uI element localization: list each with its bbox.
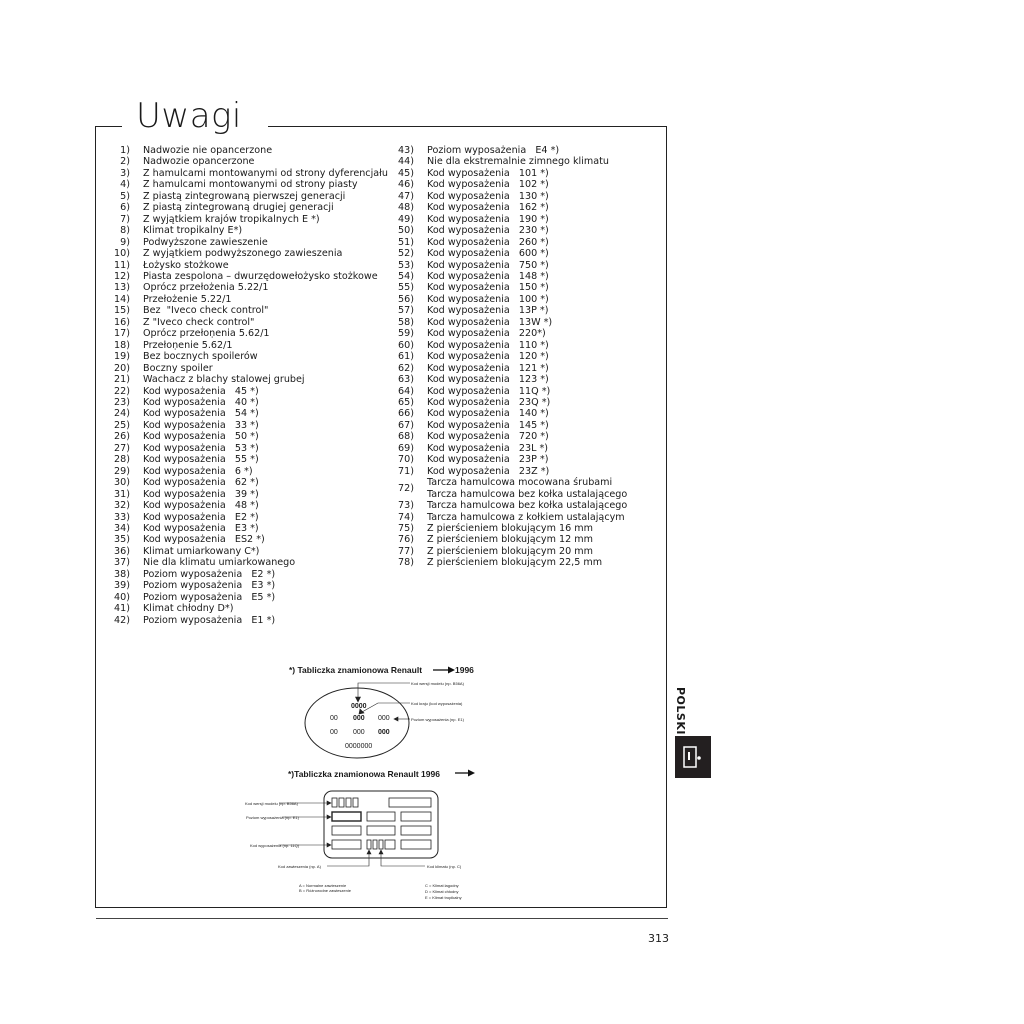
plate2-title: *)Tabliczka znamionowa Renault 1996: [288, 769, 440, 779]
note-text: Kod wyposażenia 260 *): [427, 236, 549, 248]
note-text: Tarcza hamulcowa bez kołka ustalającego: [427, 500, 628, 512]
note-text: Kod wyposażenia 121 *): [427, 362, 549, 374]
note-text: Kod wyposażenia 13P *): [427, 305, 549, 317]
plate1-title: *) Tabliczka znamionowa Renault: [289, 665, 423, 675]
note-number: 25): [114, 419, 130, 431]
note-number: 52): [398, 248, 414, 260]
note-text: Kod wyposażenia 190 *): [427, 213, 549, 225]
note-number: 78): [398, 557, 414, 569]
plate1-code-00b: 00: [330, 729, 338, 736]
note-number: 63): [398, 374, 414, 386]
plate1-label-equipment: Poziom wyposażenia (np. E1): [411, 717, 464, 722]
plate1-code-long: 0000000: [345, 743, 373, 750]
note-number: 61): [398, 351, 414, 363]
plate1-arrow-icon: [433, 667, 455, 674]
note-number: 32): [114, 500, 130, 512]
plate1-code-top: 0000: [351, 703, 367, 710]
note-number: 7): [120, 213, 130, 225]
plate2-label-model: Kod wersji modelu (np. B56A): [245, 801, 298, 806]
plate2-legend-e: E = Klimat tropikalny: [425, 895, 462, 900]
note-text: Kod wyposażenia 23L *): [427, 442, 549, 454]
note-text: Poziom wyposażenia E2 *): [143, 568, 276, 580]
note-text: Poziom wyposażenia E4 *): [427, 145, 560, 156]
note-text: Kod wyposażenia 150 *): [427, 282, 549, 294]
note-text: Kod wyposażenia 120 *): [427, 351, 549, 363]
note-text: Podwyższone zawieszenie: [143, 236, 268, 248]
note-number: 75): [398, 522, 414, 534]
note-text: Z pierścieniem blokującym 22,5 mm: [427, 557, 603, 569]
plate2-legend-c: C = Klimat łagodny: [425, 883, 459, 888]
note-number: 22): [114, 385, 130, 397]
note-number: 19): [114, 351, 130, 363]
note-number: 64): [398, 385, 414, 397]
note-number: 68): [398, 431, 414, 443]
info-manual-icon: [675, 736, 711, 778]
note-number: 49): [398, 213, 414, 225]
note-text: Kod wyposażenia 162 *): [427, 202, 549, 214]
note-text: Kod wyposażenia 750 *): [427, 259, 549, 271]
note-text: Bez "Iveco check control": [143, 305, 269, 317]
note-number: 72): [398, 482, 414, 494]
note-text: Kod wyposażenia 230 *): [427, 225, 549, 237]
note-number: 27): [114, 442, 130, 454]
language-tab: [675, 736, 711, 778]
note-number: 37): [114, 557, 130, 569]
note-number: 30): [114, 477, 130, 489]
note-text: Kod wyposażenia 54 *): [143, 408, 259, 420]
note-number: 21): [114, 374, 130, 386]
note-text: Nadwozie nie opancerzone: [143, 145, 273, 156]
note-text: Z wyjątkiem podwyższonego zawieszenia: [143, 248, 343, 260]
plate1-code-000a: 000: [353, 715, 365, 722]
note-number: 2): [120, 156, 130, 168]
plate1-code-000c: 000: [353, 729, 365, 736]
note-text: Kod wyposażenia 140 *): [427, 408, 549, 420]
note-number: 8): [120, 225, 130, 237]
note-text: Oprócz przełoṇenia 5.62/1: [143, 328, 270, 340]
note-text: Z hamulcami montowanymi od strony piasty: [143, 179, 358, 191]
note-text: Kod wyposażenia E3 *): [143, 522, 259, 534]
note-number: 56): [398, 293, 414, 305]
note-text: Kod wyposażenia 53 *): [143, 442, 259, 454]
note-text: Poziom wyposażenia E3 *): [143, 580, 276, 592]
note-text: Kod wyposażenia 102 *): [427, 179, 549, 191]
note-number: 76): [398, 534, 414, 546]
note-text: Z wyjątkiem krajów tropikalnych E *): [143, 213, 320, 225]
note-text: Łożysko stożkowe: [143, 259, 229, 271]
plate2-label-equipment-code: Kod wyposażenia (np. 11Q): [250, 843, 300, 848]
note-text: Kod wyposażenia 123 *): [427, 374, 549, 386]
note-number: 34): [114, 522, 130, 534]
plate2-fields: [332, 798, 431, 849]
note-text: Bez bocznych spoilerów: [143, 351, 258, 363]
note-number: 16): [114, 316, 130, 328]
note-text: Klimat chłodny D*): [143, 603, 234, 615]
note-text: Kod wyposażenia 23Z *): [427, 465, 550, 477]
note-number: 69): [398, 442, 414, 454]
plate2-label-suspension: Kod zawieszenia (np. A): [278, 864, 321, 869]
note-number: 54): [398, 270, 414, 282]
note-number: 39): [114, 580, 130, 592]
plate2-arrow-icon: [455, 770, 475, 777]
note-number: 47): [398, 190, 414, 202]
note-text: Kod wyposażenia 62 *): [143, 477, 259, 489]
note-text: Z piastą zintegrowaną drugiej generacji: [143, 202, 334, 214]
plate2-legend-b: B = Różnorodne zawieszenie: [299, 888, 351, 893]
note-number: 42): [114, 614, 130, 626]
note-number: 10): [114, 248, 130, 260]
note-number: 9): [120, 236, 130, 248]
note-text: Kod wyposażenia 6 *): [143, 465, 253, 477]
plate2-outline: [324, 791, 438, 858]
note-number: 41): [114, 603, 130, 615]
note-number: 74): [398, 511, 414, 523]
note-number: 55): [398, 282, 414, 294]
note-number: 24): [114, 408, 130, 420]
note-text: Z pierścieniem blokującym 20 mm: [427, 545, 593, 557]
plate1-code-00a: 00: [330, 715, 338, 722]
note-number: 38): [114, 568, 130, 580]
note-number: 60): [398, 339, 414, 351]
plate1-label-model: Kod wersji modelu (np. B56A): [411, 681, 464, 686]
note-number: 23): [114, 396, 130, 408]
note-number: 50): [398, 225, 414, 237]
note-number: 45): [398, 167, 414, 179]
note-text: Kod wyposażenia 11Q *): [427, 385, 551, 397]
note-text: Z pierścieniem blokującym 12 mm: [427, 534, 593, 546]
note-number: 3): [120, 167, 130, 179]
note-text: Przełożenie 5.22/1: [143, 293, 232, 305]
note-text: Nadwozie opancerzone: [143, 156, 255, 168]
note-text: Kod wyposażenia E2 *): [143, 511, 259, 523]
note-text: Przełoṇenie 5.62/1: [143, 339, 233, 351]
plate1-year: 1996: [455, 665, 474, 675]
note-number: 17): [114, 328, 130, 340]
note-text: Wachacz z blachy stalowej grubej: [143, 374, 305, 386]
note-number: 67): [398, 419, 414, 431]
note-text: Piasta zespolona – dwurzędowełożysko stożkowe: [143, 270, 378, 282]
plate2-leaders: [279, 801, 425, 866]
note-text: Kod wyposażenia 45 *): [143, 385, 259, 397]
note-text: Tarcza hamulcowa mocowana śrubami: [427, 477, 613, 489]
note-text: Z pierścieniem blokującym 16 mm: [427, 522, 593, 534]
note-text: Kod wyposażenia 33 *): [143, 419, 259, 431]
note-text: Kod wyposażenia 130 *): [427, 190, 549, 202]
plate1-code-000d: 000: [378, 729, 390, 736]
note-number: 13): [114, 282, 130, 294]
note-number: 73): [398, 500, 414, 512]
note-text: Kod wyposażenia ES2 *): [143, 534, 265, 546]
note-number: 26): [114, 431, 130, 443]
note-number: 58): [398, 316, 414, 328]
note-number: 40): [114, 591, 130, 603]
note-number: 59): [398, 328, 414, 340]
plate1-label-country: Kod kraju (kod wyposażenia): [411, 701, 463, 706]
note-number: 65): [398, 396, 414, 408]
plate2-label-climate: Kod klimatu (np. C): [427, 864, 462, 869]
note-text: Kod wyposażenia 100 *): [427, 293, 549, 305]
note-number: 46): [398, 179, 414, 191]
note-text: Klimat umiarkowany C*): [143, 545, 260, 557]
note-text: Nie dla ekstremalnie zimnego klimatu: [427, 156, 609, 168]
note-text: Kod wyposażenia 148 *): [427, 270, 549, 282]
note-text: Kod wyposażenia 23Q *): [427, 396, 551, 408]
language-label: POLSKI: [674, 687, 687, 735]
note-number: 15): [114, 305, 130, 317]
note-number: 29): [114, 465, 130, 477]
note-number: 53): [398, 259, 414, 271]
note-number: 44): [398, 156, 414, 168]
note-number: 14): [114, 293, 130, 305]
note-text: Kod wyposażenia 40 *): [143, 396, 259, 408]
note-number: 31): [114, 488, 130, 500]
note-text: Kod wyposażenia 720 *): [427, 431, 549, 443]
note-text: Z "Iveco check control": [143, 316, 255, 328]
note-text: Kod wyposażenia 110 *): [427, 339, 549, 351]
note-number: 18): [114, 339, 130, 351]
plate2-legend-d: D = Klimat chłodny: [425, 889, 459, 894]
note-text: Z piastą zintegrowaną pierwszej generacji: [143, 190, 346, 202]
note-text: Kod wyposażenia 600 *): [427, 248, 549, 260]
note-number: 20): [114, 362, 130, 374]
note-number: 70): [398, 454, 414, 466]
page-title: Uwagi: [132, 96, 246, 136]
note-text: Kod wyposażenia 23P *): [427, 454, 549, 466]
note-number: 62): [398, 362, 414, 374]
plate2-legend-a: A = Normalne zawieszenie: [299, 883, 347, 888]
note-text: Kod wyposażenia 13W *): [427, 316, 553, 328]
plate2-label-equipment-level: Poziom wyposażenia (np. E1): [246, 815, 299, 820]
note-text: Kod wyposażenia 55 *): [143, 454, 259, 466]
note-text: Oprócz przełożenia 5.22/1: [143, 282, 269, 294]
note-number: 36): [114, 545, 130, 557]
note-number: 77): [398, 545, 414, 557]
note-number: 6): [120, 202, 130, 214]
note-text: Kod wyposażenia 220*): [427, 328, 546, 340]
note-number: 71): [398, 465, 414, 477]
note-text: Kod wyposażenia 50 *): [143, 431, 259, 443]
note-number: 1): [120, 145, 130, 156]
note-text: Kod wyposażenia 145 *): [427, 419, 549, 431]
note-number: 4): [120, 179, 130, 191]
note-number: 35): [114, 534, 130, 546]
bottom-rule: [96, 918, 668, 919]
note-text: Boczny spoiler: [143, 362, 213, 374]
note-text: Poziom wyposażenia E1 *): [143, 614, 276, 626]
note-text: Z hamulcami montowanymi od strony dyferencjału: [143, 167, 388, 179]
note-text: Klimat tropikalny E*): [143, 225, 243, 237]
note-text: Kod wyposażenia 101 *): [427, 167, 549, 179]
note-number: 48): [398, 202, 414, 214]
note-number: 5): [120, 190, 130, 202]
note-number: 57): [398, 305, 414, 317]
note-number: 12): [114, 270, 130, 282]
plate1-code-000b: 000: [378, 715, 390, 722]
note-text: Kod wyposażenia 39 *): [143, 488, 259, 500]
note-number: 33): [114, 511, 130, 523]
note-text: Poziom wyposażenia E5 *): [143, 591, 276, 603]
note-text: Tarcza hamulcowa bez kołka ustalającego: [427, 488, 628, 500]
note-number: 66): [398, 408, 414, 420]
page-number: 313: [648, 932, 669, 945]
note-text: Tarcza hamulcowa z kołkiem ustalającym: [427, 511, 625, 523]
note-text: Nie dla klimatu umiarkowanego: [143, 557, 296, 569]
note-number: 51): [398, 236, 414, 248]
note-number: 43): [398, 145, 414, 156]
note-number: 11): [114, 259, 130, 271]
note-text: Kod wyposażenia 48 *): [143, 500, 259, 512]
note-number: 28): [114, 454, 130, 466]
